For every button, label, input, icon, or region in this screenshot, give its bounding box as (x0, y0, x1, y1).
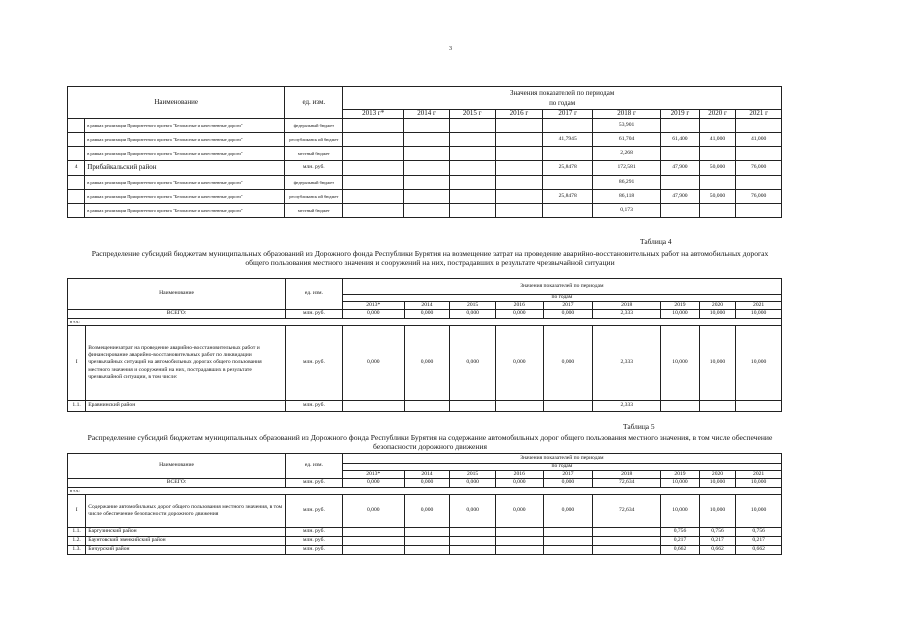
value-cell: 86,291 (593, 176, 661, 190)
row-number (68, 176, 85, 190)
value-cell: 0,662 (736, 546, 782, 555)
value-cell: 50,000 (699, 190, 736, 204)
value-cell (404, 204, 450, 218)
value-cell: 10,000 (736, 326, 782, 401)
table4-title: Распределение субсидий бюджетам муниципальных образований из Дорожного фонда Республики Бурятия на возмещение затрат на проведение аварийно-восстановительных работ на автомобильных дорогах общего пользования местного значения и сооружений на них, пострадавших в результате чрезвычайной ситуации (91, 249, 769, 268)
table5-title: Распределение субсидий бюджетам муниципальных образований из Дорожного фонда Республики Бурятия на содержание автомобильных дорог общего пользования местного значения, в том числе обеспечение безопасности дорожного движения (87, 433, 773, 452)
value-cell: 0,217 (699, 537, 736, 546)
value-cell: 0,000 (342, 495, 404, 528)
value-cell: 10,000 (661, 310, 700, 319)
value-cell (699, 176, 736, 190)
value-cell (543, 537, 593, 546)
value-cell: 61,704 (593, 133, 661, 147)
year-cell: 2013 г* (343, 110, 404, 119)
value-cell (495, 119, 543, 133)
value-cell: 10,000 (661, 326, 700, 401)
periods-header-line2: по годам (549, 99, 576, 107)
value-cell (449, 190, 495, 204)
row-number: I (68, 326, 86, 401)
year-cell: 2020 (699, 471, 736, 479)
year-cell: 2020 (699, 302, 736, 310)
periods-header: Значения показателей по периодам (342, 279, 781, 295)
value-cell (736, 176, 782, 190)
row-name: в рамках реализации Приоритетного проекта "Безопасные и качественные дороги" (85, 147, 285, 161)
year-cell: 2013* (342, 471, 404, 479)
value-cell: 72,634 (593, 495, 661, 528)
row-name: в рамках реализации Приоритетного проекта "Безопасные и качественные дороги" (85, 176, 285, 190)
value-cell: 0,756 (736, 528, 782, 537)
row-number: 1.3. (68, 546, 86, 555)
value-cell (404, 190, 450, 204)
table-row (68, 537, 782, 546)
row-number: I (68, 495, 86, 528)
row-name: в рамках реализации Приоритетного проекта "Безопасные и качественные дороги" (85, 204, 285, 218)
value-cell: 72,634 (593, 479, 661, 488)
value-cell: 0,000 (342, 326, 404, 401)
table-row (68, 133, 782, 147)
value-cell (342, 546, 404, 555)
unit-cell: федеральный бюджет (285, 119, 343, 133)
value-cell (450, 401, 496, 412)
value-cell (495, 528, 543, 537)
value-cell (404, 161, 450, 176)
year-cell: 2017 (543, 471, 593, 479)
value-cell (404, 528, 450, 537)
top-table-body (68, 119, 782, 218)
value-cell (736, 119, 782, 133)
value-cell: 53,901 (593, 119, 661, 133)
value-cell (342, 528, 404, 537)
table5-label: Таблица 5 (623, 422, 655, 431)
value-cell: 172,581 (593, 161, 661, 176)
row-number: 1.1. (68, 528, 86, 537)
value-cell: 50,000 (699, 161, 736, 176)
value-cell (343, 147, 404, 161)
value-cell (661, 204, 700, 218)
row-number: 1.2. (68, 537, 86, 546)
row-number (68, 147, 85, 161)
value-cell: 86,118 (593, 190, 661, 204)
row-name: Прибайкальский район (85, 161, 285, 176)
value-cell (543, 204, 593, 218)
year-cell: 2021 (736, 302, 782, 310)
row-number (68, 133, 85, 147)
table-row (68, 546, 782, 555)
row-number (68, 190, 85, 204)
col-name-header: Наименование (68, 279, 286, 310)
value-cell: 0,000 (450, 326, 496, 401)
value-cell (543, 546, 593, 555)
total-row (68, 310, 782, 319)
value-cell (404, 176, 450, 190)
col-name-header: Наименование (68, 454, 286, 479)
unit-cell: млн. руб. (286, 546, 343, 555)
value-cell (661, 119, 700, 133)
value-cell (543, 176, 593, 190)
value-cell (404, 537, 450, 546)
unit-cell: млн. руб. (286, 495, 343, 528)
year-cell: 2021 (736, 471, 782, 479)
table-row (68, 147, 782, 161)
value-cell: 0,000 (495, 479, 543, 488)
row-name: Возмещениезатрат на проведение аварийно-восстановительных работ и финансирование аварийно-восстановительных работ по ликвидации чрезвычайных ситуаций на автомобильных дорогах общего пользования местного значения и сооружений на них, пострадавших в результате чрезвычайной ситуации, в том числе: (86, 326, 286, 401)
value-cell (543, 119, 593, 133)
value-cell (661, 401, 700, 412)
row-name: Бичурский район (86, 546, 286, 555)
year-cell: 2017 (543, 302, 593, 310)
value-cell (449, 204, 495, 218)
value-cell: 0,756 (699, 528, 736, 537)
value-cell (736, 147, 782, 161)
year-cell: 2020 г (699, 110, 736, 119)
value-cell (404, 546, 450, 555)
value-cell: 10,000 (699, 326, 736, 401)
value-cell: 10,000 (736, 495, 782, 528)
value-cell: 0,000 (342, 310, 404, 319)
value-cell: 0,217 (661, 537, 700, 546)
unit-cell: федеральный бюджет (285, 176, 343, 190)
year-cell: 2021 г (736, 110, 782, 119)
row-name: в рамках реализации Приоритетного проекта "Безопасные и качественные дороги" (85, 133, 285, 147)
value-cell (543, 401, 593, 412)
value-cell: 41,000 (736, 133, 782, 147)
value-cell: 10,000 (661, 479, 700, 488)
periods-subheader: по годам (342, 464, 781, 471)
value-cell (736, 204, 782, 218)
value-cell: 0,000 (450, 479, 496, 488)
value-cell: 0,000 (342, 479, 404, 488)
value-cell: 0,000 (450, 310, 496, 319)
periods-header-line1: Значения показателей по периодам (509, 88, 615, 97)
year-cell: 2019 (661, 302, 700, 310)
value-cell (449, 119, 495, 133)
table-row (68, 528, 782, 537)
main-row (68, 326, 782, 401)
value-cell (404, 119, 450, 133)
table5-sub-rows (68, 528, 782, 555)
row-number (68, 204, 85, 218)
value-cell: 0,000 (495, 495, 543, 528)
periods-header (343, 87, 782, 110)
row-name: Содержание автомобильных дорог общего пользования местного значения, в том числе обеспечение безопасности дорожного движения (86, 495, 286, 528)
unit-cell: местный бюджет (285, 204, 343, 218)
value-cell: 0,662 (661, 546, 700, 555)
table-row (68, 161, 782, 176)
value-cell: 76,000 (736, 190, 782, 204)
value-cell (495, 204, 543, 218)
top-table (67, 86, 782, 218)
unit-cell: млн. руб. (286, 401, 343, 412)
value-cell: 10,000 (736, 310, 782, 319)
value-cell: 0,662 (699, 546, 736, 555)
value-cell (449, 176, 495, 190)
value-cell (342, 537, 404, 546)
value-cell (495, 537, 543, 546)
row-name: в рамках реализации Приоритетного проекта "Безопасные и качественные дороги" (85, 119, 285, 133)
value-cell (450, 546, 496, 555)
year-cell: 2019 г (661, 110, 700, 119)
value-cell (495, 147, 543, 161)
incl-label: в т.ч.: (68, 319, 782, 326)
table4 (67, 278, 782, 412)
periods-header: Значения показателей по периодам (342, 454, 781, 464)
year-cell: 2016 (495, 302, 543, 310)
table5 (67, 453, 782, 555)
total-label: ВСЕГО: (68, 479, 286, 488)
unit-cell: млн. руб. (286, 326, 343, 401)
incl-label: в т.ч.: (68, 488, 782, 495)
value-cell: 0,217 (736, 537, 782, 546)
value-cell: 2,268 (593, 147, 661, 161)
value-cell (736, 401, 782, 412)
col-unit-header: ед. изм. (286, 454, 343, 479)
year-cell: 2018 (593, 302, 661, 310)
value-cell: 2,333 (593, 401, 661, 412)
value-cell (495, 133, 543, 147)
year-cell: 2014 (404, 471, 450, 479)
value-cell (450, 537, 496, 546)
table-row (68, 176, 782, 190)
value-cell (404, 147, 450, 161)
value-cell (343, 190, 404, 204)
total-label: ВСЕГО: (68, 310, 286, 319)
value-cell: 10,000 (736, 479, 782, 488)
value-cell: 2,333 (593, 326, 661, 401)
year-cell: 2016 г (495, 110, 543, 119)
value-cell: 0,000 (543, 495, 593, 528)
table-row (68, 190, 782, 204)
value-cell (593, 528, 661, 537)
value-cell: 25,8478 (543, 190, 593, 204)
value-cell (699, 119, 736, 133)
year-cell: 2018 (593, 471, 661, 479)
col-unit-header: ед. изм. (285, 87, 343, 119)
value-cell (495, 401, 543, 412)
unit-cell: млн. руб. (286, 537, 343, 546)
value-cell: 0,000 (404, 310, 450, 319)
value-cell (343, 133, 404, 147)
unit-cell: местный бюджет (285, 147, 343, 161)
unit-cell: млн. руб. (286, 479, 343, 488)
value-cell: 25,8478 (543, 161, 593, 176)
sub-row (68, 401, 782, 412)
value-cell: 2,333 (593, 310, 661, 319)
value-cell (543, 147, 593, 161)
value-cell: 10,000 (699, 479, 736, 488)
value-cell: 76,000 (736, 161, 782, 176)
value-cell (343, 204, 404, 218)
value-cell: 41,7945 (543, 133, 593, 147)
value-cell (343, 119, 404, 133)
value-cell: 0,000 (495, 310, 543, 319)
table4-label: Таблица 4 (640, 237, 672, 246)
unit-cell: млн. руб. (286, 528, 343, 537)
total-row (68, 479, 782, 488)
value-cell: 10,000 (661, 495, 700, 528)
value-cell: 41,000 (699, 133, 736, 147)
row-number (68, 119, 85, 133)
value-cell: 0,000 (404, 326, 450, 401)
unit-cell: республиканск ий бюджет (285, 133, 343, 147)
value-cell: 0,000 (543, 310, 593, 319)
unit-cell: млн. руб. (286, 310, 343, 319)
year-cell: 2018 г (593, 110, 661, 119)
value-cell (593, 546, 661, 555)
periods-subheader: по годам (342, 295, 781, 302)
value-cell (495, 546, 543, 555)
year-cell: 2016 (495, 471, 543, 479)
value-cell (699, 147, 736, 161)
value-cell (495, 176, 543, 190)
value-cell (449, 133, 495, 147)
year-cell: 2019 (661, 471, 700, 479)
value-cell: 47,900 (661, 161, 700, 176)
value-cell (342, 401, 404, 412)
value-cell: 10,000 (699, 495, 736, 528)
value-cell (404, 133, 450, 147)
value-cell (699, 401, 736, 412)
year-cell: 2017 г (543, 110, 593, 119)
value-cell: 61,400 (661, 133, 700, 147)
value-cell: 0,173 (593, 204, 661, 218)
row-number: 1.1. (68, 401, 86, 412)
value-cell (343, 176, 404, 190)
year-cell: 2015 г (449, 110, 495, 119)
value-cell: 0,000 (404, 479, 450, 488)
row-name: Баунтовский эвенкийский район (86, 537, 286, 546)
value-cell (449, 161, 495, 176)
year-cell: 2015 (450, 302, 496, 310)
value-cell: 0,000 (543, 479, 593, 488)
value-cell (543, 528, 593, 537)
col-name-header: Наименование (68, 87, 285, 119)
page-number: 3 (449, 46, 452, 52)
value-cell (495, 190, 543, 204)
value-cell: 0,000 (450, 495, 496, 528)
row-number: 4 (68, 161, 85, 176)
unit-cell: республиканск ий бюджет (285, 190, 343, 204)
value-cell (661, 147, 700, 161)
value-cell (404, 401, 450, 412)
main-row (68, 495, 782, 528)
year-cell: 2014 г (404, 110, 450, 119)
year-cell: 2014 (404, 302, 450, 310)
value-cell (699, 204, 736, 218)
value-cell: 0,000 (495, 326, 543, 401)
value-cell: 0,756 (661, 528, 700, 537)
year-cell: 2015 (450, 471, 496, 479)
value-cell (593, 537, 661, 546)
col-unit-header: ед. изм. (286, 279, 343, 310)
row-name: Баргузинский район (86, 528, 286, 537)
value-cell: 0,000 (404, 495, 450, 528)
table-row (68, 119, 782, 133)
row-name: Еравнинский район (86, 401, 286, 412)
value-cell (343, 161, 404, 176)
value-cell (495, 161, 543, 176)
year-cell: 2013* (342, 302, 404, 310)
value-cell (449, 147, 495, 161)
row-name: в рамках реализации Приоритетного проекта "Безопасные и качественные дороги" (85, 190, 285, 204)
unit-cell: млн. руб. (285, 161, 343, 176)
table-row (68, 204, 782, 218)
value-cell (661, 176, 700, 190)
value-cell (450, 528, 496, 537)
value-cell: 47,900 (661, 190, 700, 204)
value-cell: 0,000 (543, 326, 593, 401)
value-cell: 10,000 (699, 310, 736, 319)
